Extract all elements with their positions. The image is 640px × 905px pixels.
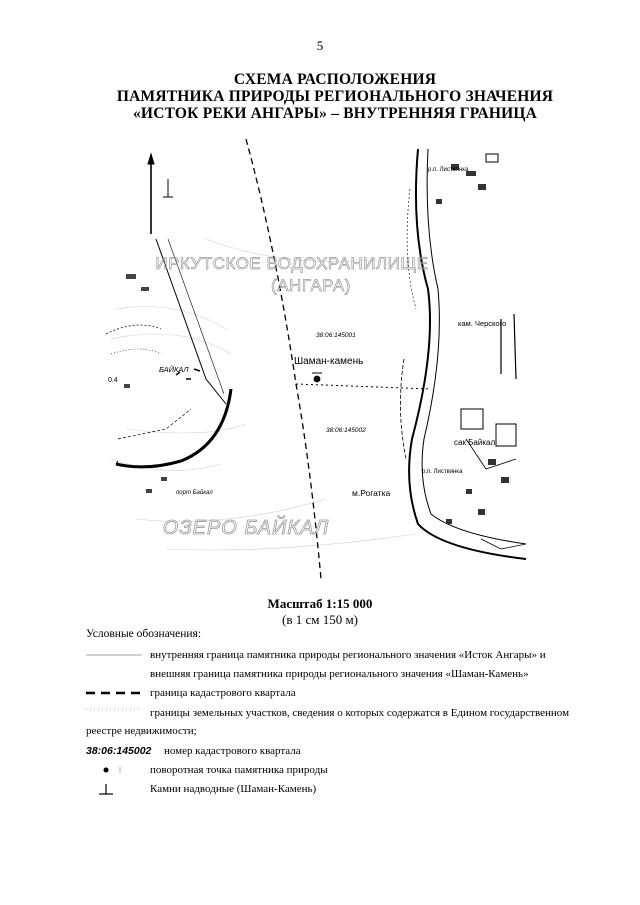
- legend-item-4: номер кадастрового квартала: [164, 745, 301, 757]
- listvyanka-top-label: р.п. Листвянка: [428, 167, 469, 173]
- legend-item-6: Камни надводные (Шаман-Камень): [150, 783, 317, 795]
- title-line-1: СХЕМА РАСПОЛОЖЕНИЯ: [233, 71, 437, 88]
- chersky-label: кам. Черского: [458, 319, 507, 328]
- title-line-3: «ИСТОК РЕКИ АНГАРЫ» – ВНУТРЕННЯЯ ГРАНИЦА: [132, 105, 538, 122]
- left-edge-label: 0.4: [108, 377, 118, 384]
- legend-title: Условные обозначения:: [86, 628, 202, 640]
- stone-symbol: [86, 782, 146, 798]
- lake-label: ОЗЕРО БАЙКАЛ: [162, 517, 330, 539]
- shaman-stone-marker: [312, 373, 322, 382]
- scale-block: [0, 596, 640, 628]
- solid-line-symbol: [86, 648, 146, 662]
- map-canvas: [106, 139, 526, 579]
- reservoir-label-1: ИРКУТСКОЕ ВОДОХРАНИЛИЩЕ: [155, 254, 429, 273]
- legend-item-1-line-2: внешняя граница памятника природы регионального значения «Шаман-Камень»: [150, 668, 529, 680]
- dotted-line-symbol: [86, 706, 146, 720]
- terrain-texture: [111, 239, 416, 550]
- sak-baikal-label: сак Байкал: [454, 438, 496, 447]
- dashed-line-symbol: [86, 686, 146, 700]
- cad-lower-label: 38:06:145002: [326, 427, 366, 434]
- legend-item-3-line-2: реестре недвижимости;: [86, 725, 197, 737]
- scale-main: Масштаб 1:15 000: [267, 596, 373, 611]
- legend-item-2: граница кадастрового квартала: [150, 687, 296, 699]
- site-plan-map: [106, 139, 526, 579]
- port-baikal-label: порт Байкал: [176, 490, 213, 496]
- scale-sub: (в 1 см 150 м): [281, 612, 359, 627]
- legend-item-3-line-1: границы земельных участков, сведения о которых содержатся в Едином государственном: [150, 707, 570, 719]
- listvyanka-bottom-label: р.п. Листвянка: [422, 469, 463, 475]
- cad-upper-label: 38:06:145001: [316, 332, 356, 339]
- legend-item-1-line-1: внутренняя граница памятника природы регионального значения «Исток Ангары» и: [150, 649, 546, 661]
- west-shore: [106, 154, 231, 493]
- turning-point-symbol: [86, 763, 146, 777]
- cape-rogatka-label: м.Рогатка: [352, 488, 391, 498]
- page-title: [60, 71, 610, 122]
- page-number: 5: [316, 38, 324, 53]
- legend-item-5: поворотная точка памятника природы: [150, 764, 328, 776]
- title-line-2: ПАМЯТНИКА ПРИРОДЫ РЕГИОНАЛЬНОГО ЗНАЧЕНИЯ: [116, 88, 554, 105]
- baikal-west-label: БАЙКАЛ: [159, 365, 189, 374]
- east-shore: [400, 149, 526, 559]
- cadastral-boundary-branch: [296, 384, 431, 389]
- shaman-label: Шаман-камень: [294, 356, 364, 367]
- cadastral-number-sample: 38:06:145002: [86, 745, 152, 757]
- reservoir-label-2: (АНГАРА): [271, 276, 351, 295]
